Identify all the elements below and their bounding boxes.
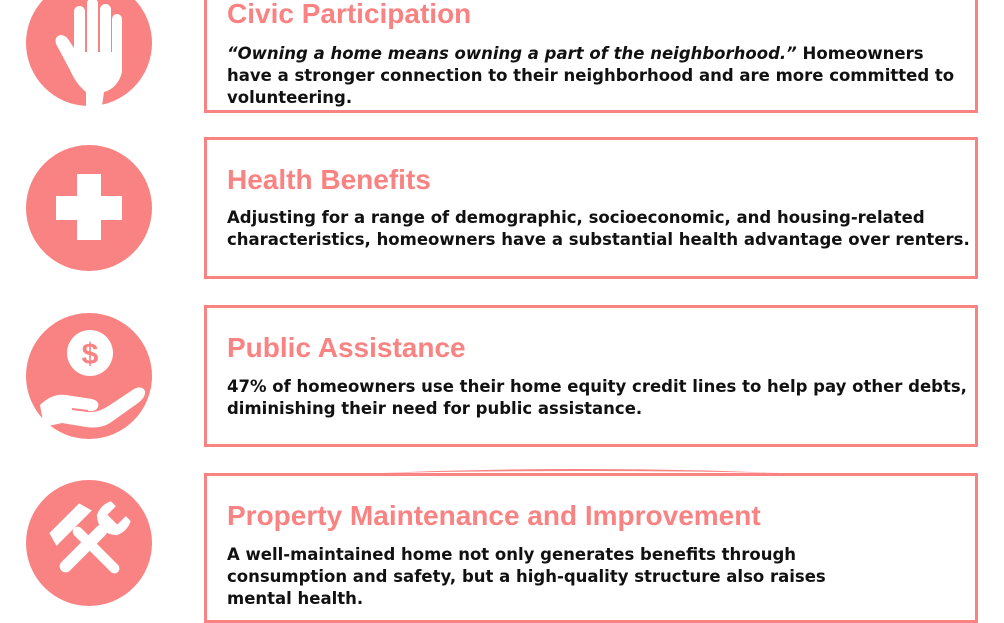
section-text (227, 43, 972, 109)
card-public-assistance (204, 305, 978, 447)
card-civic-participation (204, 0, 978, 113)
section-text: 47% of homeowners use their home equity credit lines to help pay other debts, diminishing their need for public assistance. (227, 377, 967, 418)
section-text: A well-maintained home not only generates benefits through consumption and safety, but a high-quality structure also raises mental health. (227, 545, 826, 608)
hand-holding-dollar-icon (26, 313, 152, 439)
card-property-maintenance (204, 473, 978, 623)
svg-text:$: $ (81, 338, 99, 371)
card-health-benefits (204, 137, 978, 279)
section-title: Public Assistance (227, 332, 466, 363)
section-text: Adjusting for a range of demographic, socioeconomic, and housing-related characteristics, homeowners have a substantial health advantage over renters. (227, 208, 970, 249)
raised-hand-icon (26, 0, 152, 106)
medical-cross-icon (26, 145, 152, 271)
hammer-wrench-icon (26, 480, 152, 606)
section-text-body: Homeowners have a stronger connection to their neighborhood and are more committed to volunteering. (227, 44, 955, 107)
section-title: Health Benefits (227, 164, 431, 195)
section-title: Property Maintenance and Improvement (227, 500, 761, 531)
section-quote: “Owning a home means owning a part of the neighborhood.” (227, 44, 797, 63)
section-title: Civic Participation (227, 0, 472, 29)
